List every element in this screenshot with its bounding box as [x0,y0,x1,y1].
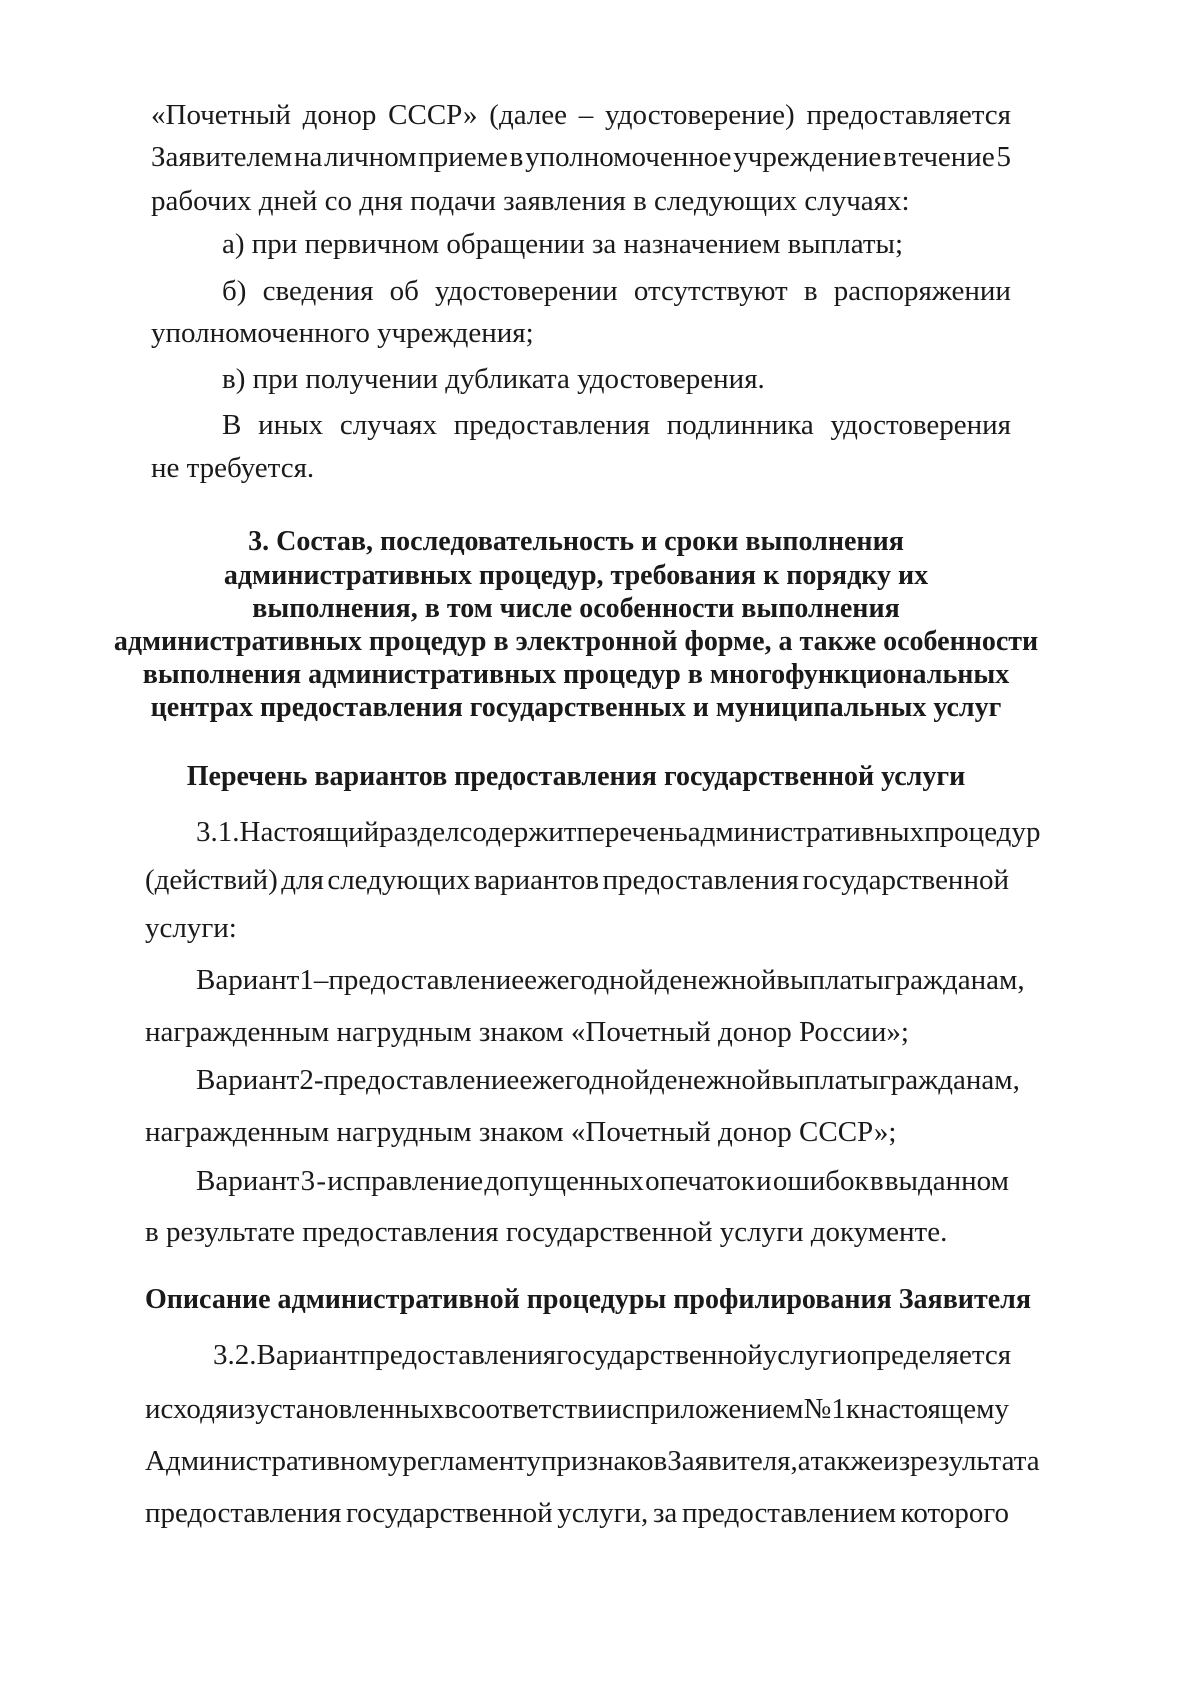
word: также [810,1445,884,1477]
word: личном [324,141,417,173]
word: В [222,409,242,441]
variant2-line-2: награжденным нагрудным знаком «Почетный донор СССР»; [145,1116,897,1148]
word: услуги [762,1339,847,1371]
word: 2 [299,1064,314,1096]
case-v: в) при получении дубликата удостоверения. [222,363,765,395]
p32-line-4 [145,1493,1009,1533]
word: на [293,141,323,173]
word: в [509,141,524,173]
p32-line-2 [145,1389,1009,1429]
word: регламенту [402,1445,542,1477]
word: Заявителем [151,141,293,173]
word: услуги, [557,1497,649,1529]
word: и [756,1165,772,1197]
word: сведения [262,275,374,307]
word: исправление [327,1165,484,1197]
word: для [281,864,324,896]
word: гражданам, [883,964,1025,996]
word: перечень [576,816,688,848]
p32-line-1 [213,1335,1012,1375]
profiling-subheading: Описание административной процедуры профилирования Заявителя [145,1284,1031,1315]
word: государственной [802,864,1009,896]
word: исходя [145,1393,229,1425]
word: а [797,1445,811,1477]
word: Вариант [196,964,300,996]
word: Вариант [196,1064,300,1096]
p31-line-1 [196,812,1041,852]
word: уполномоченное [525,141,732,173]
word: результата [910,1445,1040,1477]
word: предоставления [453,409,651,441]
word: предоставляется [806,99,1011,131]
word: настоящему [860,1393,1009,1425]
word: соответствии [458,1393,622,1425]
word: допущенных [484,1165,644,1197]
word: 3.2. [213,1339,257,1371]
word: – [578,99,594,131]
word: к [845,1393,860,1425]
word: - [316,1165,326,1197]
variant1-line-1 [196,960,1025,1000]
word: – [313,964,329,996]
word: ежегодной [524,964,655,996]
word: содержит [459,816,577,848]
word: вариантов [473,864,600,896]
word: денежной [654,964,777,996]
word: об [389,275,419,307]
word: приложением [634,1393,804,1425]
word: удостоверение) [605,99,795,131]
word: выданном [884,1165,1009,1197]
p31-line-3: услуги: [145,912,237,944]
word: 5 [996,141,1011,173]
word: учреждение [733,141,882,173]
other-cases-line-2: не требуется. [151,452,315,484]
word: подлинника [666,409,814,441]
word: процедур [924,816,1041,848]
variant2-line-1 [196,1060,1020,1100]
variant3-line-1 [196,1161,1009,1201]
word: раздел [379,816,460,848]
word: государственной [556,1339,763,1371]
word: государственной [345,1497,553,1529]
word: донор [302,99,377,131]
word: № [803,1393,832,1425]
word: за [652,1497,678,1529]
section3-title-line-6: центрах предоставления государственных и муниципальных услуг [150,692,1002,723]
word: удостоверения [830,409,1011,441]
word: Административному [145,1445,403,1477]
intro-line-2 [151,137,1011,177]
word: Заявителя, [667,1445,798,1477]
word: течение [898,141,995,173]
word: в [883,141,897,173]
word: «Почетный [151,99,291,131]
p31-line-2 [145,860,1009,900]
word: иных [258,409,324,441]
word: предоставления [145,1497,342,1529]
word: Вариант [196,1165,300,1197]
word: (действий) [145,864,278,896]
section3-title-line-4: административных процедур в электронной форме, а также особенности [113,626,1039,657]
case-b-line-2: уполномоченного учреждения; [151,317,534,349]
word: ошибок [772,1165,869,1197]
word: Вариант [256,1339,360,1371]
word: предоставления [602,864,799,896]
word: гражданам, [878,1064,1020,1096]
word: отсутствуют [633,275,788,307]
word: определяется [846,1339,1012,1371]
variant3-line-2: в результате предоставления государственной услуги документе. [145,1216,948,1248]
section3-title-line-1: 3. Состав, последовательность и сроки выполнения [248,526,904,557]
other-cases-line-1 [222,405,1011,445]
word: административных [687,816,925,848]
word: выплаты [771,1064,879,1096]
word: опечаток [645,1165,755,1197]
word: б) [222,275,247,307]
word: предоставление [323,1064,520,1096]
word: СССР» [388,99,478,131]
word: выплаты [776,964,884,996]
word: 3.1. [196,816,240,848]
word: 3 [300,1165,316,1197]
word: приеме [418,141,508,173]
variant1-line-2: награжденным нагрудным знаком «Почетный донор России»; [145,1016,909,1048]
intro-line-1 [151,95,1011,135]
word: распоряжении [833,275,1011,307]
word: предоставление [328,964,525,996]
word: признаков [541,1445,668,1477]
word: в [444,1393,459,1425]
word: предоставлением [681,1497,897,1529]
word: 1 [299,964,314,996]
word: в [869,1165,884,1197]
word: которого [900,1497,1009,1529]
word: (далее [489,99,568,131]
word: в [803,275,818,307]
section3-title-line-2: административных процедур, требования к порядку их [223,560,929,591]
word: установленных [255,1393,445,1425]
word: предоставления [359,1339,557,1371]
word: удостоверении [435,275,618,307]
word: 1 [831,1393,846,1425]
word: из [883,1445,911,1477]
variants-subheading: Перечень вариантов предоставления государственной услуги [186,761,966,792]
word: Настоящий [239,816,380,848]
word: с [622,1393,635,1425]
case-b-line-1 [222,271,1011,311]
word: из [228,1393,256,1425]
word: следующих [327,864,471,896]
case-a: а) при первичном обращении за назначением выплаты; [222,228,904,260]
section3-title-line-3: выполнения, в том числе особенности выполнения [252,593,900,624]
word: ежегодной [519,1064,650,1096]
word: - [313,1064,324,1096]
word: случаях [339,409,437,441]
section3-title-line-5: выполнения административных процедур в многофункциональных [142,659,1010,690]
p32-line-3 [145,1441,1040,1481]
intro-line-3: рабочих дней со дня подачи заявления в следующих случаях: [151,185,910,217]
word: денежной [649,1064,772,1096]
